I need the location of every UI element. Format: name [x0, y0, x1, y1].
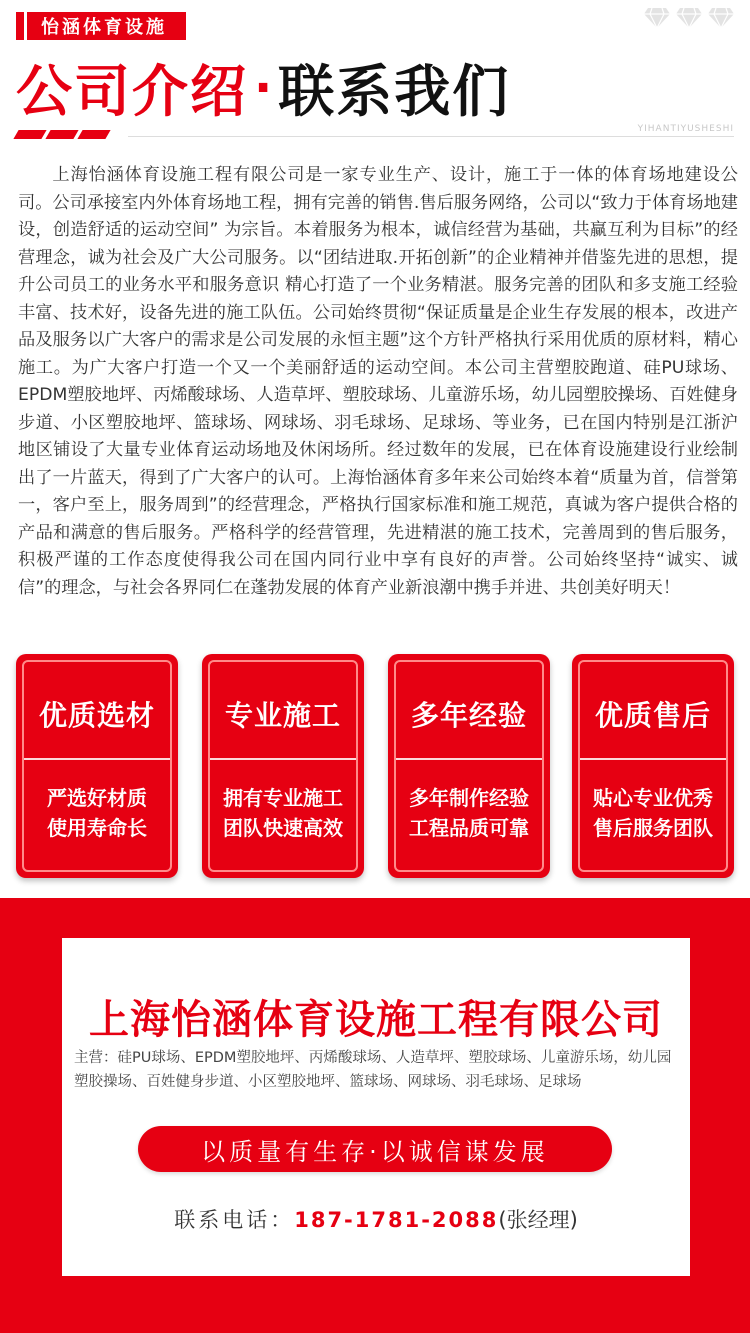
company-name: 上海怡涵体育设施工程有限公司 — [89, 997, 663, 1043]
feature-card-line: 多年制作经验 — [409, 786, 529, 810]
feature-card-line: 拥有专业施工 — [223, 786, 343, 810]
slogan-banner: 以质量有生存·以诚信谋发展 — [138, 1126, 612, 1172]
card-divider — [24, 758, 170, 760]
decorative-stripes — [16, 130, 108, 139]
feature-card-title: 优质售后 — [594, 699, 711, 732]
tag-accent-bar — [16, 12, 27, 40]
feature-cards — [16, 654, 736, 878]
feature-card — [388, 654, 550, 878]
headline-company-intro: 公司介绍 — [16, 60, 248, 125]
diamond-icon — [676, 6, 702, 28]
card-divider — [396, 758, 542, 760]
contact-panel — [62, 938, 690, 1276]
watermark-text: YIHANTIYUSHESHI — [637, 124, 734, 134]
feature-card-line: 工程品质可靠 — [409, 816, 529, 840]
feature-card — [202, 654, 364, 878]
contact-person: (张经理) — [498, 1208, 578, 1232]
main-business-text: 主营：硅PU球场、EPDM塑胶地坪、丙烯酸球场、人造草坪、塑胶球场、儿童游乐场，幼儿园塑胶操场、百姓健身步道、小区塑胶地坪、篮球场、网球场、羽毛球场、足球场 — [74, 1050, 672, 1090]
headline-separator-dot: · — [254, 60, 273, 116]
contact-line — [62, 1204, 690, 1234]
card-divider — [580, 758, 726, 760]
headline-contact-us: 联系我们 — [278, 60, 511, 125]
feature-card-line: 严选好材质 — [47, 786, 147, 810]
stripe — [45, 130, 78, 139]
feature-card-title: 多年经验 — [410, 699, 527, 732]
phone-number[interactable]: 187-1781-2088 — [294, 1208, 499, 1232]
feature-card-line: 使用寿命长 — [47, 816, 147, 840]
stripe — [77, 130, 110, 139]
card-divider — [210, 758, 356, 760]
feature-card-line: 贴心专业优秀 — [593, 786, 713, 810]
diamond-icon — [644, 6, 670, 28]
feature-card — [16, 654, 178, 878]
feature-card-title: 专业施工 — [224, 699, 341, 732]
feature-card-title: 优质选材 — [38, 699, 155, 732]
decorative-gems — [644, 6, 734, 28]
brand-tag — [16, 12, 186, 40]
header-divider — [128, 136, 734, 137]
contact-label: 联系电话： — [174, 1208, 295, 1232]
diamond-icon — [708, 6, 734, 28]
feature-card-line: 团队快速高效 — [223, 816, 343, 840]
feature-card — [572, 654, 734, 878]
page-headline — [16, 50, 510, 126]
company-intro-paragraph: 上海怡涵体育设施工程有限公司是一家专业生产、设计，施工于一体的体育场地建设公司。公司承接室内外体育场地工程，拥有完善的销售.售后服务网络，公司以“致力于体育场地建设，创造舒适的运动空间” 为宗旨。本着服务为根本，诚信经营为基础，共赢互利为目标”的经营理念，诚为社会及广大公司服务。以“团结进取.开拓创新”的企业精神并借鉴先进的思想，提升公司员工的业务水平和服务意识 精心打造了一个业务精湛。服务完善的团队和多支施工经验丰富、技术好，设备先进的施工队伍。公司始终贯彻“保证质量是企业生存发展的根本，改进产品及服务以广大客户的需求是公司发展的永恒主题”这个方针严格执行采用优质的原材料，精心施工。为广大客户打造一个又一个美丽舒适的运动空间。本公司主营塑胶跑道、硅PU球场、EPDM塑胶地坪、丙烯酸球场、人造草坪、塑胶球场、儿童游乐场，幼儿园塑胶操场、百姓健身步道、小区塑胶地坪、篮球场、网球场、羽毛球场、足球场、等业务，已在国内特别是江浙沪地区铺设了大量专业体育运动场地及休闲场所。经过数年的发展，已在体育设施建设行业绘制出了一片蓝天，得到了广大客户的认可。上海怡涵体育多年来公司始终本着“质量为首，信誉第一，客户至上，服务周到”的经营理念，严格执行国家标准和施工规范，真诚为客户提供合格的产品和满意的售后服务。严格科学的经营管理，先进精湛的施工技术，完善周到的售后服务，积极严谨的工作态度使得我公司在国内同行业中享有良好的声誉。公司始终坚持“诚实、诚信”的理念，与社会各界同仁在蓬勃发展的体育产业新浪潮中携手并进、共创美好明天！ — [18, 165, 738, 598]
stripe — [13, 130, 46, 139]
feature-card-line: 售后服务团队 — [593, 816, 713, 840]
brand-tag-label: 怡涵体育设施 — [41, 17, 167, 38]
